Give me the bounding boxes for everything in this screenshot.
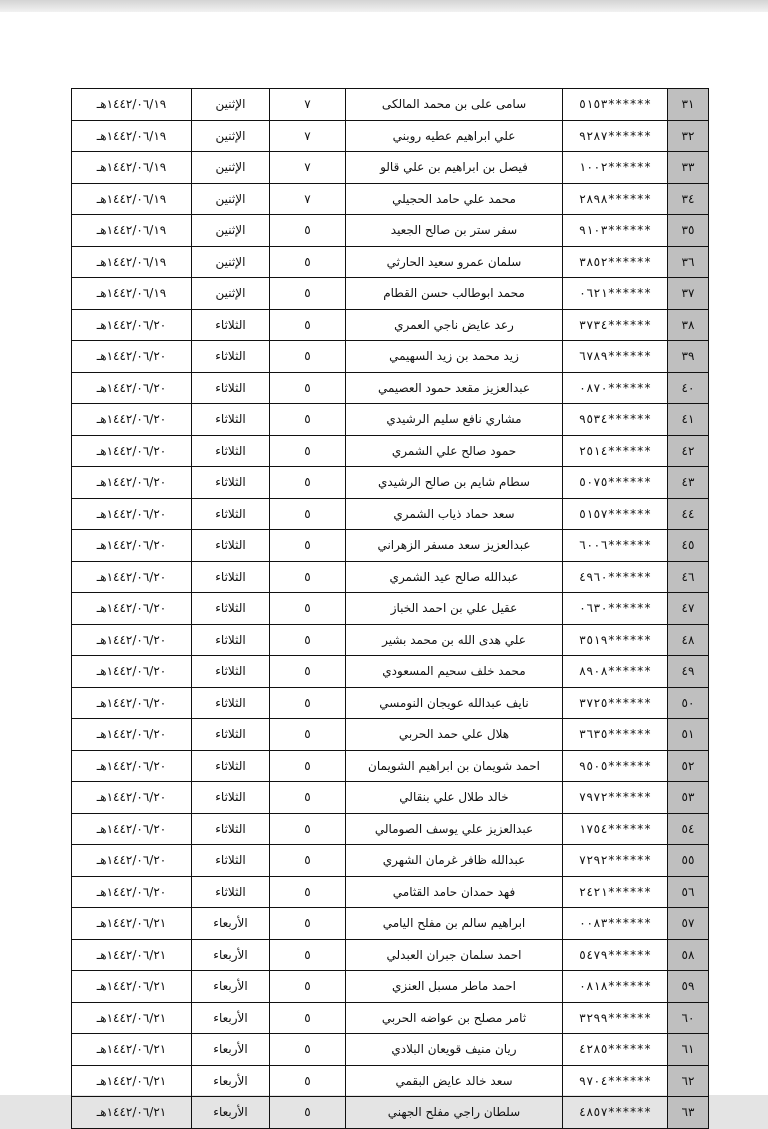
trainee-name-cell: سلمان عمرو سعيد الحارثي: [346, 246, 563, 278]
trainee-name-cell: عبدالعزيز سعد مسفر الزهراني: [346, 530, 563, 562]
row-number-cell: ٤٦: [668, 561, 709, 593]
weekday-cell: الثلاثاء: [192, 498, 270, 530]
hijri-date-cell: ١٤٤٢/٠٦/٢١هـ: [72, 1065, 192, 1097]
weekday-cell: الإثنين: [192, 215, 270, 247]
id-number-cell: ******٥٠٧٥: [563, 467, 668, 499]
weekday-cell: الثلاثاء: [192, 341, 270, 373]
id-number-cell: ******٩٧٠٤: [563, 1065, 668, 1097]
group-number-cell: ٥: [270, 341, 346, 373]
trainee-name-cell: سطام شايم بن صالح الرشيدي: [346, 467, 563, 499]
group-number-cell: ٥: [270, 530, 346, 562]
group-number-cell: ٥: [270, 939, 346, 971]
row-number-cell: ٤١: [668, 404, 709, 436]
weekday-cell: الأربعاء: [192, 908, 270, 940]
group-number-cell: ٥: [270, 813, 346, 845]
weekday-cell: الثلاثاء: [192, 404, 270, 436]
id-number-cell: ******٣٧٣٤: [563, 309, 668, 341]
trainee-name-cell: فهد حمدان حامد القثامي: [346, 876, 563, 908]
weekday-cell: الأربعاء: [192, 1097, 270, 1129]
id-number-cell: ******٢٥١٤: [563, 435, 668, 467]
roster-table: [71, 88, 709, 1129]
trainee-name-cell: سعد حماد ذياب الشمري: [346, 498, 563, 530]
group-number-cell: ٥: [270, 1034, 346, 1066]
table-row: [72, 435, 709, 467]
table-row: [72, 530, 709, 562]
hijri-date-cell: ١٤٤٢/٠٦/٢٠هـ: [72, 719, 192, 751]
trainee-name-cell: عبدالله صالح عيد الشمري: [346, 561, 563, 593]
id-number-cell: ******٥١٥٣: [563, 89, 668, 121]
id-number-cell: ******٣٧٢٥: [563, 687, 668, 719]
row-number-cell: ٥٩: [668, 971, 709, 1003]
row-number-cell: ٣٢: [668, 120, 709, 152]
hijri-date-cell: ١٤٤٢/٠٦/٢٠هـ: [72, 656, 192, 688]
hijri-date-cell: ١٤٤٢/٠٦/٢٠هـ: [72, 876, 192, 908]
hijri-date-cell: ١٤٤٢/٠٦/١٩هـ: [72, 215, 192, 247]
roster-document: [71, 88, 702, 1129]
weekday-cell: الإثنين: [192, 152, 270, 184]
row-number-cell: ٣٥: [668, 215, 709, 247]
group-number-cell: ٥: [270, 624, 346, 656]
row-number-cell: ٥٧: [668, 908, 709, 940]
hijri-date-cell: ١٤٤٢/٠٦/٢٠هـ: [72, 309, 192, 341]
id-number-cell: ******٣٦٣٥: [563, 719, 668, 751]
table-row: [72, 750, 709, 782]
row-number-cell: ٤٩: [668, 656, 709, 688]
trainee-name-cell: هلال علي حمد الحربي: [346, 719, 563, 751]
trainee-name-cell: ابراهيم سالم بن مفلح اليامي: [346, 908, 563, 940]
group-number-cell: ٥: [270, 561, 346, 593]
hijri-date-cell: ١٤٤٢/٠٦/٢٠هـ: [72, 813, 192, 845]
weekday-cell: الثلاثاء: [192, 782, 270, 814]
row-number-cell: ٤٢: [668, 435, 709, 467]
trainee-name-cell: محمد خلف سحيم المسعودي: [346, 656, 563, 688]
table-row: [72, 939, 709, 971]
group-number-cell: ٧: [270, 89, 346, 121]
weekday-cell: الثلاثاء: [192, 624, 270, 656]
trainee-name-cell: احمد سلمان جبران العبدلي: [346, 939, 563, 971]
weekday-cell: الإثنين: [192, 183, 270, 215]
trainee-name-cell: محمد علي حامد الحجيلي: [346, 183, 563, 215]
table-row: [72, 876, 709, 908]
hijri-date-cell: ١٤٤٢/٠٦/١٩هـ: [72, 152, 192, 184]
hijri-date-cell: ١٤٤٢/٠٦/١٩هـ: [72, 89, 192, 121]
row-number-cell: ٣٤: [668, 183, 709, 215]
group-number-cell: ٥: [270, 435, 346, 467]
id-number-cell: ******٩٥٣٤: [563, 404, 668, 436]
table-row: [72, 278, 709, 310]
weekday-cell: الثلاثاء: [192, 845, 270, 877]
group-number-cell: ٥: [270, 309, 346, 341]
hijri-date-cell: ١٤٤٢/٠٦/٢٠هـ: [72, 435, 192, 467]
row-number-cell: ٥٦: [668, 876, 709, 908]
hijri-date-cell: ١٤٤٢/٠٦/٢٠هـ: [72, 782, 192, 814]
hijri-date-cell: ١٤٤٢/٠٦/١٩هـ: [72, 183, 192, 215]
id-number-cell: ******٣٥١٩: [563, 624, 668, 656]
id-number-cell: ******٣٨٥٢: [563, 246, 668, 278]
table-row: [72, 1002, 709, 1034]
screenshot-top-edge: [0, 0, 768, 12]
group-number-cell: ٥: [270, 687, 346, 719]
group-number-cell: ٥: [270, 876, 346, 908]
hijri-date-cell: ١٤٤٢/٠٦/٢٠هـ: [72, 404, 192, 436]
row-number-cell: ٣٩: [668, 341, 709, 373]
row-number-cell: ٥٥: [668, 845, 709, 877]
trainee-name-cell: احمد شويمان بن ابراهيم الشويمان: [346, 750, 563, 782]
row-number-cell: ٥٢: [668, 750, 709, 782]
weekday-cell: الثلاثاء: [192, 309, 270, 341]
id-number-cell: ******٤٢٨٥: [563, 1034, 668, 1066]
table-row: [72, 1097, 709, 1129]
group-number-cell: ٥: [270, 404, 346, 436]
table-row: [72, 89, 709, 121]
row-number-cell: ٤٥: [668, 530, 709, 562]
id-number-cell: ******٢٨٩٨: [563, 183, 668, 215]
row-number-cell: ٦٠: [668, 1002, 709, 1034]
trainee-name-cell: ثامر مصلح بن عواضه الحربي: [346, 1002, 563, 1034]
row-number-cell: ٣١: [668, 89, 709, 121]
weekday-cell: الثلاثاء: [192, 687, 270, 719]
group-number-cell: ٥: [270, 1002, 346, 1034]
group-number-cell: ٥: [270, 593, 346, 625]
id-number-cell: ******٢٤٢١: [563, 876, 668, 908]
weekday-cell: الثلاثاء: [192, 561, 270, 593]
weekday-cell: الثلاثاء: [192, 813, 270, 845]
group-number-cell: ٥: [270, 750, 346, 782]
row-number-cell: ٤٧: [668, 593, 709, 625]
hijri-date-cell: ١٤٤٢/٠٦/٢٠هـ: [72, 845, 192, 877]
row-number-cell: ٥٣: [668, 782, 709, 814]
row-number-cell: ٣٣: [668, 152, 709, 184]
table-row: [72, 404, 709, 436]
table-row: [72, 1065, 709, 1097]
row-number-cell: ٥٤: [668, 813, 709, 845]
group-number-cell: ٥: [270, 246, 346, 278]
id-number-cell: ******٠٦٢١: [563, 278, 668, 310]
weekday-cell: الثلاثاء: [192, 656, 270, 688]
table-row: [72, 372, 709, 404]
group-number-cell: ٥: [270, 215, 346, 247]
hijri-date-cell: ١٤٤٢/٠٦/٢١هـ: [72, 1097, 192, 1129]
row-number-cell: ٦٢: [668, 1065, 709, 1097]
id-number-cell: ******٦٠٠٦: [563, 530, 668, 562]
id-number-cell: ******٠٨٧٠: [563, 372, 668, 404]
weekday-cell: الأربعاء: [192, 971, 270, 1003]
group-number-cell: ٥: [270, 782, 346, 814]
weekday-cell: الثلاثاء: [192, 593, 270, 625]
id-number-cell: ******٩١٠٣: [563, 215, 668, 247]
trainee-name-cell: فيصل بن ابراهيم بن علي قالو: [346, 152, 563, 184]
row-number-cell: ٤٨: [668, 624, 709, 656]
table-row: [72, 656, 709, 688]
table-row: [72, 1034, 709, 1066]
hijri-date-cell: ١٤٤٢/٠٦/٢٠هـ: [72, 498, 192, 530]
group-number-cell: ٧: [270, 152, 346, 184]
row-number-cell: ٥٠: [668, 687, 709, 719]
trainee-name-cell: عبدالله ظافر غرمان الشهري: [346, 845, 563, 877]
hijri-date-cell: ١٤٤٢/٠٦/١٩هـ: [72, 120, 192, 152]
hijri-date-cell: ١٤٤٢/٠٦/١٩هـ: [72, 246, 192, 278]
table-row: [72, 215, 709, 247]
group-number-cell: ٥: [270, 1097, 346, 1129]
group-number-cell: ٧: [270, 183, 346, 215]
trainee-name-cell: زيد محمد بن زيد السهيمي: [346, 341, 563, 373]
trainee-name-cell: علي هدى الله بن محمد بشير: [346, 624, 563, 656]
table-row: [72, 971, 709, 1003]
group-number-cell: ٥: [270, 719, 346, 751]
id-number-cell: ******٤٨٥٧: [563, 1097, 668, 1129]
weekday-cell: الإثنين: [192, 246, 270, 278]
weekday-cell: الثلاثاء: [192, 435, 270, 467]
group-number-cell: ٥: [270, 372, 346, 404]
hijri-date-cell: ١٤٤٢/٠٦/٢٠هـ: [72, 341, 192, 373]
group-number-cell: ٥: [270, 845, 346, 877]
id-number-cell: ******٩٥٠٥: [563, 750, 668, 782]
trainee-name-cell: سعد خالد عايض البقمي: [346, 1065, 563, 1097]
id-number-cell: ******١٧٥٤: [563, 813, 668, 845]
weekday-cell: الأربعاء: [192, 1002, 270, 1034]
table-row: [72, 120, 709, 152]
hijri-date-cell: ١٤٤٢/٠٦/٢١هـ: [72, 1034, 192, 1066]
hijri-date-cell: ١٤٤٢/٠٦/٢١هـ: [72, 1002, 192, 1034]
trainee-name-cell: احمد ماطر مسبل العنزي: [346, 971, 563, 1003]
table-row: [72, 467, 709, 499]
weekday-cell: الإثنين: [192, 278, 270, 310]
row-number-cell: ٣٨: [668, 309, 709, 341]
trainee-name-cell: خالد طلال علي بنقالي: [346, 782, 563, 814]
hijri-date-cell: ١٤٤٢/٠٦/٢٠هـ: [72, 561, 192, 593]
trainee-name-cell: عبدالعزيز علي يوسف الصومالي: [346, 813, 563, 845]
table-row: [72, 498, 709, 530]
group-number-cell: ٥: [270, 908, 346, 940]
weekday-cell: الثلاثاء: [192, 719, 270, 751]
group-number-cell: ٥: [270, 971, 346, 1003]
weekday-cell: الثلاثاء: [192, 467, 270, 499]
trainee-name-cell: سلطان راجي مفلح الجهني: [346, 1097, 563, 1129]
id-number-cell: ******٦٧٨٩: [563, 341, 668, 373]
trainee-name-cell: عبدالعزيز مقعد حمود العصيمي: [346, 372, 563, 404]
table-row: [72, 341, 709, 373]
id-number-cell: ******٧٢٩٢: [563, 845, 668, 877]
hijri-date-cell: ١٤٤٢/٠٦/٢٠هـ: [72, 750, 192, 782]
id-number-cell: ******٨٩٠٨: [563, 656, 668, 688]
table-row: [72, 845, 709, 877]
row-number-cell: ٦٣: [668, 1097, 709, 1129]
row-number-cell: ٣٦: [668, 246, 709, 278]
hijri-date-cell: ١٤٤٢/٠٦/٢١هـ: [72, 908, 192, 940]
group-number-cell: ٥: [270, 467, 346, 499]
group-number-cell: ٧: [270, 120, 346, 152]
trainee-name-cell: علي ابراهيم عطيه روبني: [346, 120, 563, 152]
trainee-name-cell: سفر ستر بن صالح الجعيد: [346, 215, 563, 247]
table-row: [72, 719, 709, 751]
weekday-cell: الإثنين: [192, 120, 270, 152]
id-number-cell: ******٣٢٩٩: [563, 1002, 668, 1034]
group-number-cell: ٥: [270, 1065, 346, 1097]
table-row: [72, 309, 709, 341]
trainee-name-cell: عقيل علي بن احمد الخباز: [346, 593, 563, 625]
table-row: [72, 908, 709, 940]
table-row: [72, 183, 709, 215]
row-number-cell: ٦١: [668, 1034, 709, 1066]
weekday-cell: الأربعاء: [192, 1034, 270, 1066]
row-number-cell: ٤٣: [668, 467, 709, 499]
id-number-cell: ******٠٨١٨: [563, 971, 668, 1003]
trainee-name-cell: مشاري نافع سليم الرشيدي: [346, 404, 563, 436]
row-number-cell: ٣٧: [668, 278, 709, 310]
hijri-date-cell: ١٤٤٢/٠٦/٢٠هـ: [72, 687, 192, 719]
weekday-cell: الأربعاء: [192, 1065, 270, 1097]
row-number-cell: ٥٨: [668, 939, 709, 971]
weekday-cell: الأربعاء: [192, 939, 270, 971]
table-row: [72, 152, 709, 184]
group-number-cell: ٥: [270, 278, 346, 310]
trainee-name-cell: حمود صالح علي الشمري: [346, 435, 563, 467]
table-row: [72, 782, 709, 814]
id-number-cell: ******٥٤٧٩: [563, 939, 668, 971]
hijri-date-cell: ١٤٤٢/٠٦/٢١هـ: [72, 939, 192, 971]
table-row: [72, 813, 709, 845]
id-number-cell: ******٤٩٦٠: [563, 561, 668, 593]
weekday-cell: الثلاثاء: [192, 530, 270, 562]
trainee-name-cell: سامى على بن محمد المالكى: [346, 89, 563, 121]
hijri-date-cell: ١٤٤٢/٠٦/٢٠هـ: [72, 372, 192, 404]
group-number-cell: ٥: [270, 656, 346, 688]
hijri-date-cell: ١٤٤٢/٠٦/٢٠هـ: [72, 530, 192, 562]
trainee-name-cell: ريان منيف قويعان البلادي: [346, 1034, 563, 1066]
hijri-date-cell: ١٤٤٢/٠٦/٢١هـ: [72, 971, 192, 1003]
table-row: [72, 624, 709, 656]
id-number-cell: ******٧٩٧٢: [563, 782, 668, 814]
row-number-cell: ٥١: [668, 719, 709, 751]
table-row: [72, 246, 709, 278]
trainee-name-cell: نايف عبدالله عويجان النومسي: [346, 687, 563, 719]
weekday-cell: الثلاثاء: [192, 372, 270, 404]
id-number-cell: ******١٠٠٢: [563, 152, 668, 184]
hijri-date-cell: ١٤٤٢/٠٦/١٩هـ: [72, 278, 192, 310]
table-row: [72, 593, 709, 625]
weekday-cell: الثلاثاء: [192, 750, 270, 782]
roster-table-body: [72, 89, 709, 1129]
row-number-cell: ٤٠: [668, 372, 709, 404]
weekday-cell: الثلاثاء: [192, 876, 270, 908]
id-number-cell: ******٠٠٨٣: [563, 908, 668, 940]
hijri-date-cell: ١٤٤٢/٠٦/٢٠هـ: [72, 624, 192, 656]
trainee-name-cell: محمد ابوطالب حسن القطام: [346, 278, 563, 310]
id-number-cell: ******٠٦٣٠: [563, 593, 668, 625]
weekday-cell: الإثنين: [192, 89, 270, 121]
id-number-cell: ******٩٢٨٧: [563, 120, 668, 152]
row-number-cell: ٤٤: [668, 498, 709, 530]
table-row: [72, 687, 709, 719]
hijri-date-cell: ١٤٤٢/٠٦/٢٠هـ: [72, 593, 192, 625]
id-number-cell: ******٥١٥٧: [563, 498, 668, 530]
table-row: [72, 561, 709, 593]
trainee-name-cell: رعد عايض ناجي العمري: [346, 309, 563, 341]
group-number-cell: ٥: [270, 498, 346, 530]
hijri-date-cell: ١٤٤٢/٠٦/٢٠هـ: [72, 467, 192, 499]
